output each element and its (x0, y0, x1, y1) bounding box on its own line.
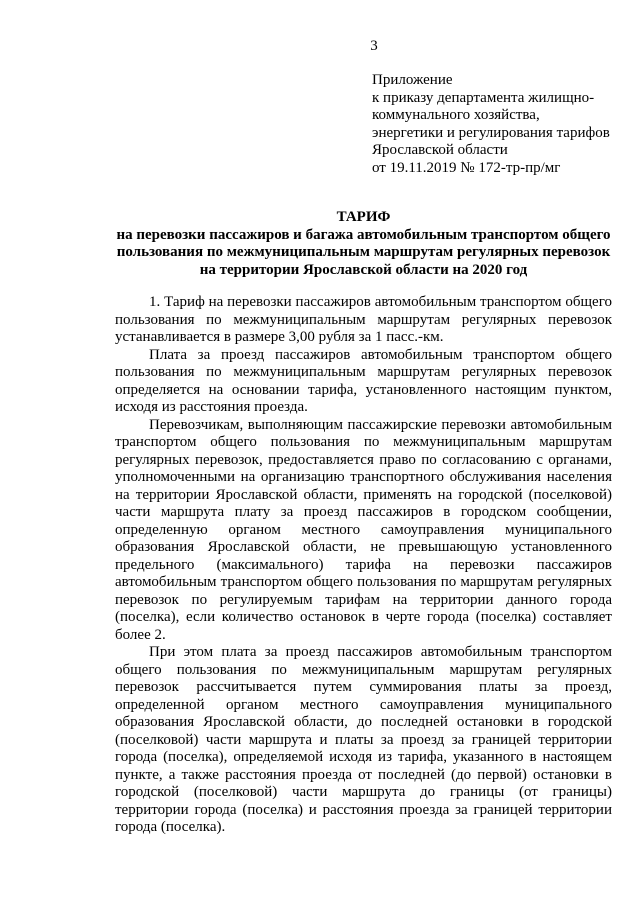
appendix-line: Ярославской области (372, 142, 508, 158)
document-title-block (115, 209, 612, 279)
paragraph: При этом плата за проезд пассажиров автомобильным транспортом общего пользования по межмуниципальным маршрутам регулярных перевозок рассчитывается путем суммирования платы за проезд, определенной органом местного самоуправления муниципального образования Ярославской области, до последней остановки в городской (поселковой) части маршрута и платы за проезд за границей территории города (поселка), определяемой исходя из тарифа, указанного в настоящем пункте, а также расстояния проезда от последней (до первой) остановки в городской (поселковой) части маршрута до границы (от границы) территории города (поселка) и расстояния проезда за границей территории города (поселка). (115, 644, 612, 835)
paragraph: Перевозчикам, выполняющим пассажирские перевозки автомобильным транспортом общего пользования по межмуниципальным маршрутам регулярных перевозок, предоставляется право по согласованию с органами, уполномоченными на организацию транспортного обслуживания населения на территории Ярославской области, применять на городской (поселковой) части маршрута плату за проезд пассажиров в городском сообщении, определенную органом местного самоуправления муниципального образования Ярославской области, не превышающую установленного предельного (максимального) тарифа на перевозки пассажиров автомобильным транспортом общего пользования по маршрутам регулярных перевозок по регулируемым тарифам на территории данного города (поселка), если количество остановок в черте города (поселка) составляет более 2. (115, 416, 612, 643)
subtitle-line: пользования по межмуниципальным маршрутам регулярных перевозок (116, 244, 611, 260)
paragraph: 1. Тариф на перевозки пассажиров автомобильным транспортом общего пользования по межмуниципальным маршрутам регулярных перевозок устанавливается в размере 3,00 рубля за 1 пасс.-км. (115, 294, 612, 345)
document-title: ТАРИФ (336, 209, 391, 225)
appendix-block (372, 72, 632, 177)
appendix-line: коммунального хозяйства, (372, 107, 540, 123)
appendix-line: от 19.11.2019 № 172-тр-пр/мг (372, 159, 561, 176)
subtitle-line: на перевозки пассажиров и багажа автомобильным транспортом общего (116, 226, 611, 243)
appendix-line: энергетики и регулирования тарифов (372, 124, 610, 141)
paragraph: Плата за проезд пассажиров автомобильным транспортом общего пользования по межмуниципальным маршрутам регулярных перевозок определяется на основании тарифа, установленного настоящим пунктом, исходя из расстояния проезда. (115, 346, 612, 415)
page-number: 3 (370, 38, 378, 54)
document-subtitle (115, 227, 612, 280)
appendix-line: к приказу департамента жилищно- (372, 89, 595, 106)
subtitle-line: на территории Ярославской области на 2020 год (199, 261, 528, 278)
appendix-line: Приложение (372, 72, 453, 88)
document-body (115, 294, 612, 837)
